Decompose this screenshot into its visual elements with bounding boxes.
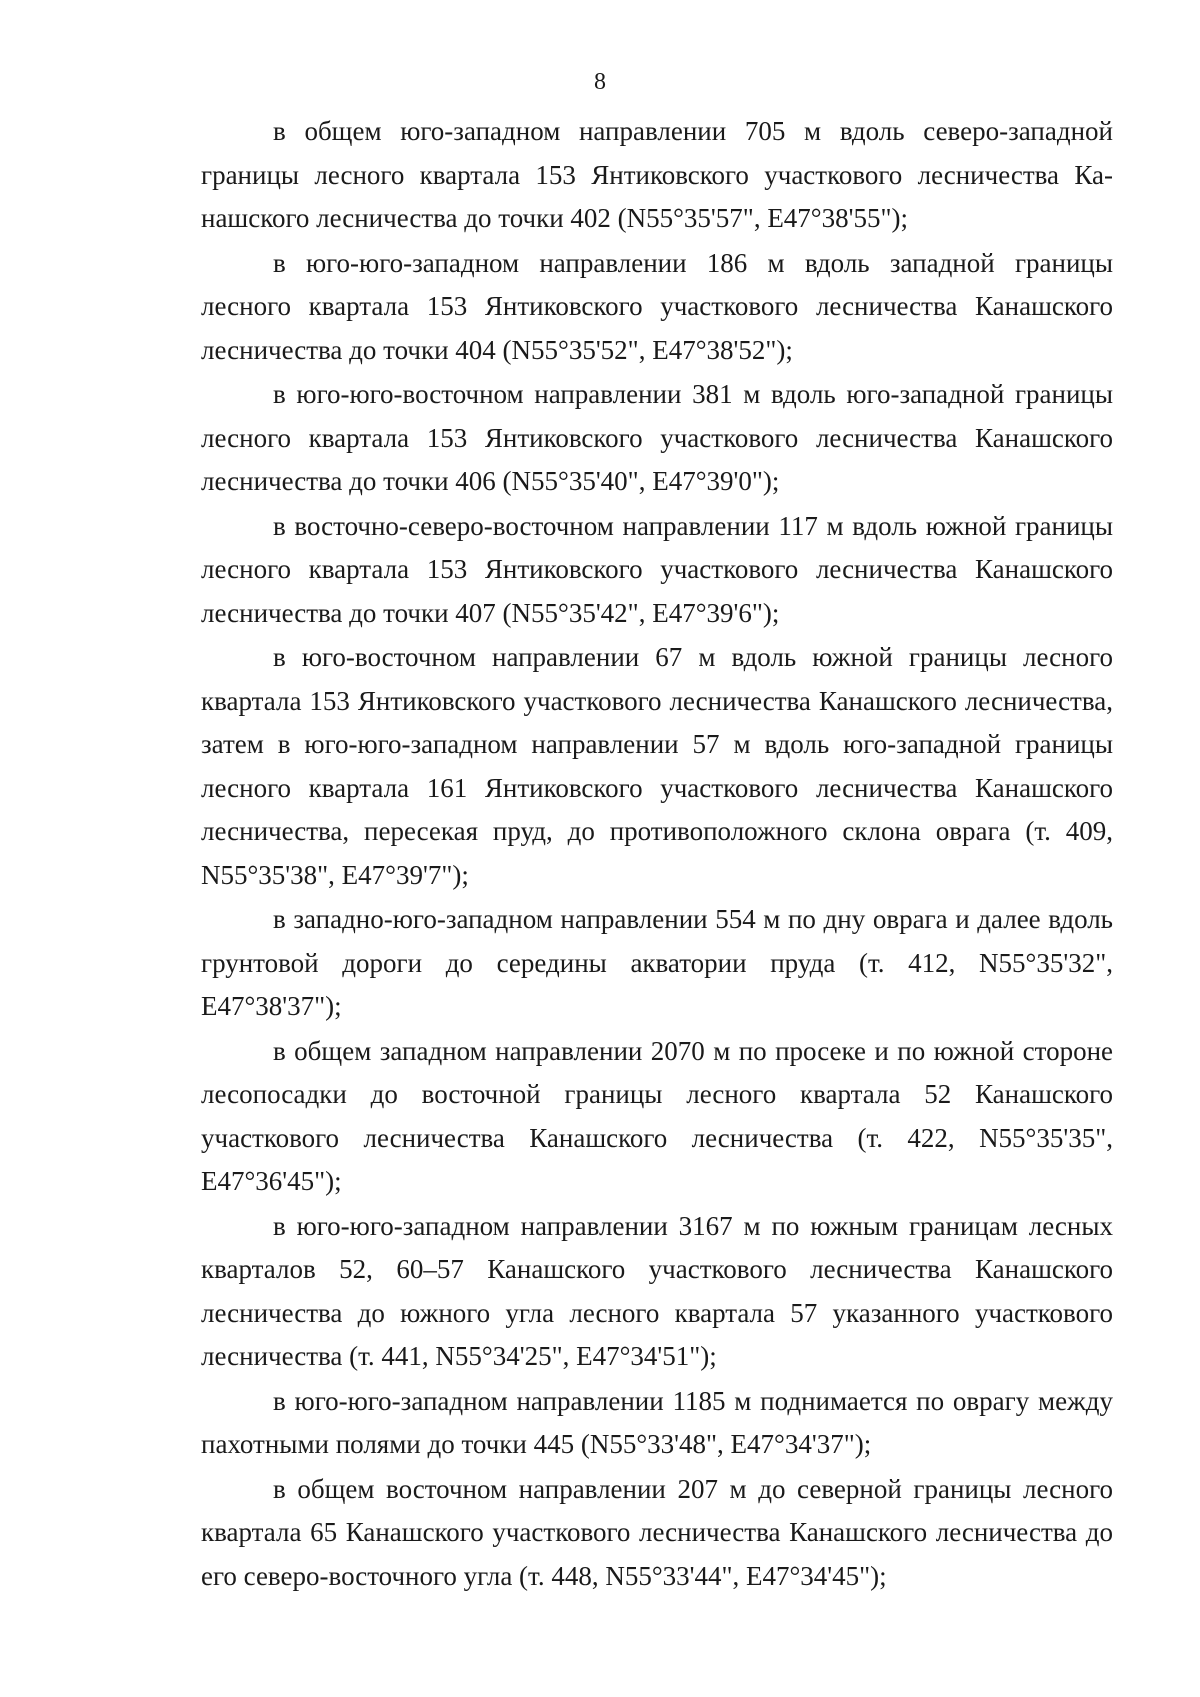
paragraph: в восточно-северо-восточном направлении 117 м вдоль южной границы лесного квартала 153 Янтиковского участкового лесничества Канашского лесничества до точки 407 (N55°35'42", E47°39'6"); — [201, 510, 1113, 628]
paragraph: в юго-юго-западном направлении 1185 м поднимается по оврагу между пахотными полями до точки 445 (N55°33'48", E47°34'37"); — [201, 1385, 1113, 1459]
paragraph: в общем восточном направлении 207 м до северной границы лесного квартала 65 Канашского участкового лесничества Канашского лесничества до его северо-восточного угла (т. 448, N55°33'44", E47°34'45"); — [201, 1473, 1113, 1591]
document-body — [201, 110, 1113, 1599]
paragraph: в юго-юго-западном направлении 3167 м по южным границам лесных кварталов 52, 60–57 Канашского участкового лесничества Канашского лесничества до южного угла лесного квартала 57 указанного участкового лесничества (т. 441, N55°34'25", E47°34'51"); — [201, 1210, 1113, 1371]
paragraph: в общем западном направлении 2070 м по просеке и по южной стороне лесопосадки до восточной границы лесного квартала 52 Канашского участкового лесничества Канашского лесничества (т. 422, N55°35'35", E47°36'45"); — [201, 1035, 1113, 1196]
paragraph: в общем юго-западном направлении 705 м вдоль северо-западной границы лесного квартала 153 Янтиковского участкового лесничества Канашского лесничества до точки 402 (N55°35'57", E47°38'55"); — [201, 116, 1113, 233]
page-number: 8 — [594, 69, 606, 95]
paragraph: в юго-юго-западном направлении 186 м вдоль западной границы лесного квартала 153 Янтиковского участкового лесничества Канашского лесничества до точки 404 (N55°35'52", E47°38'52"); — [201, 247, 1113, 365]
paragraph: в западно-юго-западном направлении 554 м по дну оврага и далее вдоль грунтовой дороги до середины акватории пруда (т. 412, N55°35'32", E47°38'37"); — [201, 904, 1113, 1021]
paragraph: в юго-восточном направлении 67 м вдоль южной границы лесного квартала 153 Янтиковского участкового лесничества Канашского лесничества, затем в юго-юго-западном направлении 57 м вдоль юго-западной границы лесного квартала 161 Янтиковского участкового лесничества Канашского лесничества, пересекая пруд, до противоположного склона оврага (т. 409, N55°35'38", E47°39'7"); — [201, 642, 1113, 890]
paragraph: в юго-юго-восточном направлении 381 м вдоль юго-западной границы лесного квартала 153 Янтиковского участкового лесничества Канашского лесничества до точки 406 (N55°35'40", E47°39'0"); — [201, 379, 1113, 496]
